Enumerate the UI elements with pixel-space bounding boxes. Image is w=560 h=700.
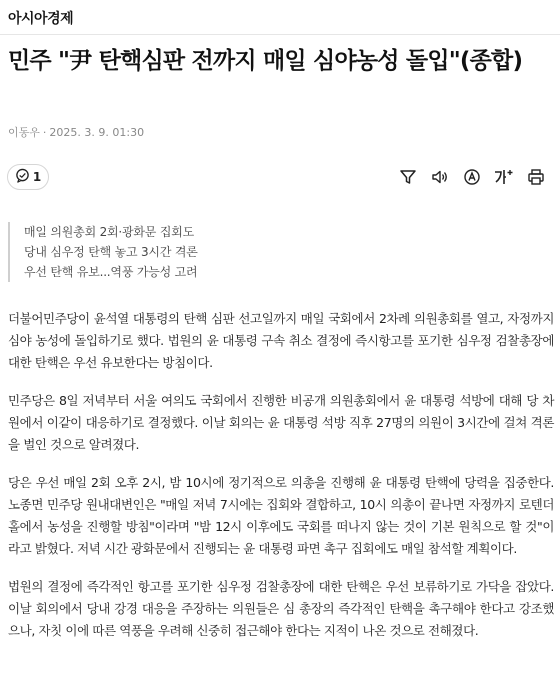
site-logo[interactable]: 아시아경제 [8, 11, 74, 27]
font-size-icon[interactable] [492, 166, 514, 188]
summary-line: 우선 탄핵 유보...역풍 가능성 고려 [24, 265, 198, 279]
article-body [8, 308, 554, 658]
article-toolbar [0, 162, 560, 192]
byline[interactable]: 이동우 [8, 126, 40, 139]
publish-date: 2025. 3. 9. 01:30 [49, 126, 145, 139]
article-summary [8, 222, 560, 282]
body-paragraph: 민주당은 8일 저녁부터 서울 여의도 국회에서 진행한 비공개 의원총회에서 윤 대통령 석방에 대해 당 차원에서 이같이 대응하기로 결정했다. 이날 회의는 윤 대통령 석방 직후 27명의 의원이 3시간에 걸쳐 격론을 벌인 것으로 알려졌다. [8, 393, 554, 452]
article-headline: 민주 "尹 탄핵심판 전까지 매일 심야농성 돌입"(종합) [8, 48, 523, 74]
body-paragraph: 더불어민주당이 윤석열 대통령의 탄핵 심판 선고일까지 매일 국회에서 2차례 의원총회를 열고, 자정까지 심야 농성에 돌입하기로 했다. 법원의 윤 대통령 구속 취소 결정에 즉시항고를 포기한 심우정 검찰총장에 대한 탄핵은 우선 유보한다는 방침이다. [8, 311, 554, 370]
body-paragraph: 법원의 결정에 즉각적인 항고를 포기한 심우정 검찰총장에 대한 탄핵은 우선 보류하기로 가닥을 잡았다. 이날 회의에서 당내 강경 대응을 주장하는 의원들은 심 총장의 즉각적인 탄핵을 촉구해야 한다고 강조했으나, 자칫 이에 따른 역풍을 우려해 신중히 접근해야 한다는 지적이 나온 것으로 전해졌다. [8, 579, 554, 638]
print-icon[interactable] [525, 166, 547, 188]
comment-count: 1 [32, 170, 42, 184]
summary-line: 매일 의원총회 2회·광화문 집회도 [24, 225, 194, 239]
comment-button[interactable] [7, 164, 49, 190]
meta-separator: · [42, 126, 47, 139]
top-bar [0, 0, 560, 35]
summary-line: 당내 심우정 탄핵 놓고 3시간 격론 [24, 245, 198, 259]
translate-icon[interactable] [461, 166, 483, 188]
article-meta [8, 124, 144, 140]
filter-icon[interactable] [397, 166, 419, 188]
speaker-icon[interactable] [429, 166, 451, 188]
body-paragraph: 당은 우선 매일 2회 오후 2시, 밤 10시에 정기적으로 의총을 진행해 윤 대통령 탄핵에 당력을 집중한다. 노종면 민주당 원내대변인은 "매일 저녁 7시에는 집회와 결합하고, 10시 의총이 끝나면 자정까지 로텐더홀에서 농성을 진행할 방침"이라며 "밤 12시 이후에도 국회를 떠나지 않는 것이 기본 원칙으로 할 것"이라고 밝혔다. 저녁 시간 광화문에서 진행되는 윤 대통령 파면 촉구 집회에도 매일 참석할 계획이다. [8, 475, 554, 556]
comment-icon [15, 168, 30, 187]
